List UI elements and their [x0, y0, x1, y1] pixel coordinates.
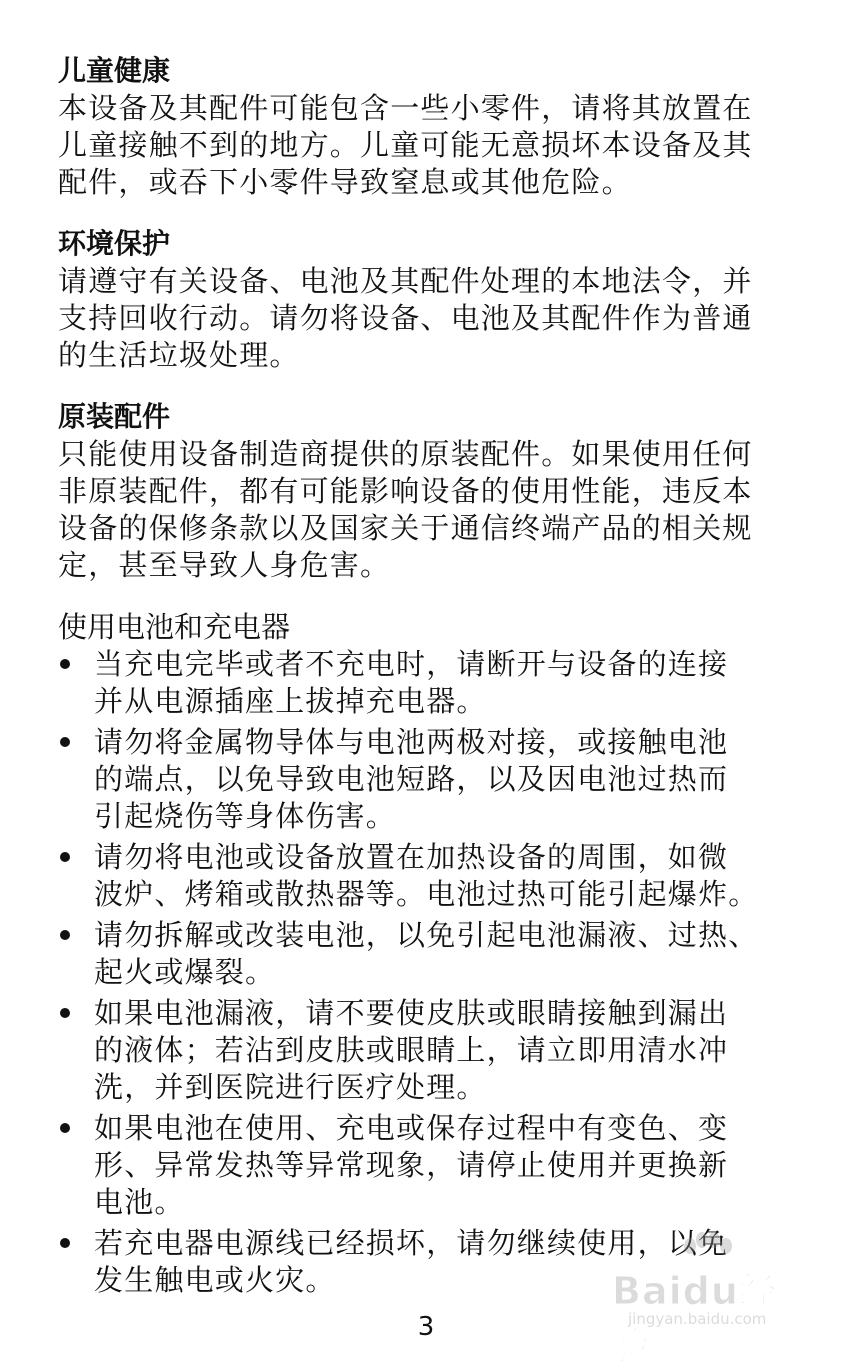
text-line: 波炉、烤箱或散热器等。电池过热可能引起爆炸。 — [94, 877, 759, 911]
bullet-icon — [60, 1238, 70, 1248]
text-line: 请勿拆解或改装电池，以免引起电池漏液、过热、 — [94, 918, 759, 952]
text-line: 洗，并到医院进行医疗处理。 — [94, 1070, 487, 1104]
text-line: 支持回收行动。请勿将设备、电池及其配件作为普通 — [58, 301, 753, 335]
bullet-icon — [60, 852, 70, 862]
text-line: 非原装配件，都有可能影响设备的使用性能，违反本 — [58, 474, 753, 508]
section-original-accessories — [58, 398, 798, 584]
section-heading: 儿童健康 — [58, 54, 171, 87]
section-heading: 环境保护 — [58, 227, 171, 260]
list-item — [58, 839, 798, 913]
watermark-url: jingyan.baidu.com — [628, 1310, 767, 1328]
text-line: 请勿将金属物导体与电池两极对接，或接触电池 — [94, 725, 729, 759]
text-line: 配件，或吞下小零件导致窒息或其他危险。 — [58, 165, 632, 199]
text-line: 请遵守有关设备、电池及其配件处理的本地法令，并 — [58, 264, 753, 298]
bullet-icon — [60, 737, 70, 747]
text-line: 请勿将电池或设备放置在加热设备的周围，如微 — [94, 840, 729, 874]
bullet-icon — [60, 659, 70, 669]
list-item — [58, 724, 798, 835]
list-item — [58, 1110, 798, 1221]
text-line: 设备的保修条款以及国家关于通信终端产品的相关规 — [58, 511, 753, 545]
battery-heading: 使用电池和充电器 — [58, 610, 291, 644]
text-line: 如果电池漏液，请不要使皮肤或眼睛接触到漏出 — [94, 996, 729, 1030]
section-child-health — [58, 52, 798, 201]
text-line: 的生活垃圾处理。 — [58, 338, 300, 372]
section-paragraph — [58, 436, 798, 584]
text-line: 并从电源插座上拔掉充电器。 — [94, 684, 487, 718]
list-item — [58, 995, 798, 1106]
text-line: 的液体；若沾到皮肤或眼睛上，请立即用清水冲 — [94, 1033, 729, 1067]
bullet-icon — [60, 930, 70, 940]
battery-bullet-list — [58, 646, 798, 1299]
text-line: 起火或爆裂。 — [94, 955, 276, 989]
section-environment — [58, 225, 798, 374]
text-line: 本设备及其配件可能包含一些小零件，请将其放置在 — [58, 91, 753, 125]
text-line: 只能使用设备制造商提供的原装配件。如果使用任何 — [58, 437, 753, 471]
text-line: 电池。 — [94, 1185, 185, 1219]
text-line: 发生触电或火灾。 — [94, 1263, 336, 1297]
text-line: 如果电池在使用、充电或保存过程中有变色、变 — [94, 1111, 729, 1145]
text-line: 的端点，以免导致电池短路，以及因电池过热而 — [94, 762, 729, 796]
bullet-icon — [60, 1123, 70, 1133]
section-heading: 原装配件 — [58, 400, 171, 433]
text-line: 儿童接触不到的地方。儿童可能无意损坏本设备及其 — [58, 128, 753, 162]
page-number: 3 — [417, 1312, 435, 1342]
section-paragraph — [58, 90, 798, 201]
text-line: 定，甚至导致人身危害。 — [58, 548, 391, 582]
watermark-logo: Baidu经验 — [612, 1269, 778, 1368]
text-line: 当充电完毕或者不充电时，请断开与设备的连接 — [94, 647, 729, 681]
list-item — [58, 646, 798, 720]
text-line: 引起烧伤等身体伤害。 — [94, 799, 397, 833]
document-page — [58, 52, 798, 1323]
text-line: 形、异常发热等异常现象，请停止使用并更换新 — [94, 1148, 729, 1182]
section-paragraph — [58, 263, 798, 374]
bullet-icon — [60, 1008, 70, 1018]
text-line: 若充电器电源线已经损坏，请勿继续使用，以免 — [94, 1226, 729, 1260]
list-item — [58, 917, 798, 991]
section-battery-charger — [58, 608, 798, 1299]
